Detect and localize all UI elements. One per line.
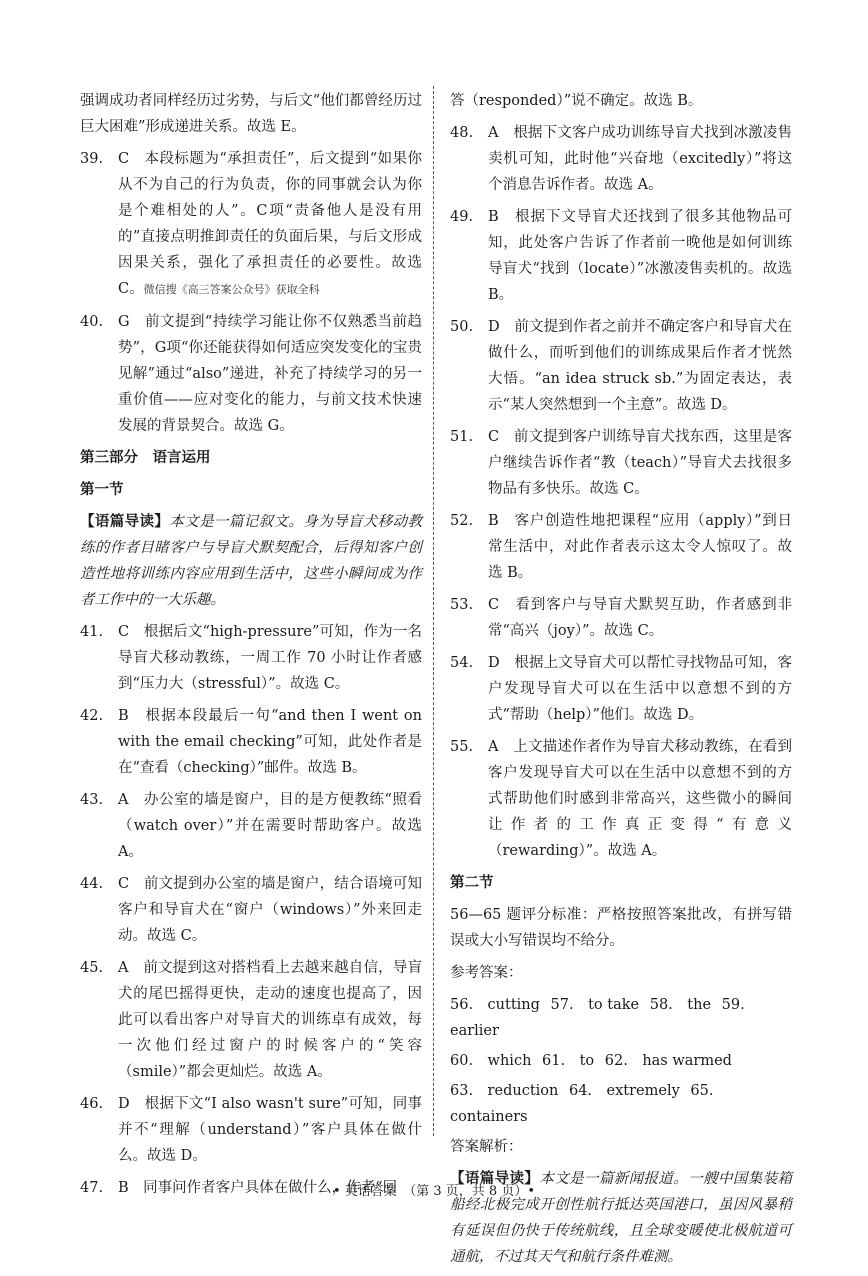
watermark-note: 微信搜《高三答案公众号》获取全科 <box>143 283 320 296</box>
answer-text: D 根据下文“I also wasn't sure”可知，同事并不“理解（understand）”客户具体在做什么。故选 D。 <box>118 1096 422 1164</box>
question-number: 42. <box>80 708 104 724</box>
answer-53 <box>450 592 792 644</box>
answer-text: D 根据上文导盲犬可以帮忙寻找物品可知，客户发现导盲犬可以在生活中以意想不到的方式“帮助（help）”他们。故选 D。 <box>488 655 792 723</box>
answer-42 <box>80 703 422 781</box>
right-column <box>450 88 792 1276</box>
left-column <box>80 88 422 1207</box>
passage-intro <box>80 509 422 613</box>
answer-text: A 根据下文客户成功训练导盲犬找到冰激凌售卖机可知，此时他“兴奋地（excitedly）”将这个消息告诉作者。故选 A。 <box>488 125 792 193</box>
answer-46 <box>80 1091 422 1169</box>
answer-key: 59. earlier <box>450 997 760 1039</box>
question-number: 48. <box>450 125 474 141</box>
reference-label: 参考答案： <box>450 965 523 981</box>
section-heading: 第一节 <box>80 482 124 498</box>
answer-51 <box>450 424 792 502</box>
answer-text: C 本段标题为“承担责任”，后文提到“如果你从不为自己的行为负责，你的同事就会认为你是个难相处的人”。C项“责备他人是没有用的”直接点明推卸责任的负面后果，与后文形成因果关系，强化了承担责任的必要性。故选 C。 <box>118 151 422 297</box>
question-number: 47. <box>80 1180 104 1196</box>
question-number: 39. <box>80 151 104 167</box>
intro-text: 本文是一篇记叙文。身为导盲犬移动教练的作者目睹客户与导盲犬默契配合，后得知客户创造性地将训练内容应用到生活中，这些小瞬间成为作者工作中的一大乐趣。 <box>80 514 423 608</box>
question-number: 51. <box>450 429 474 445</box>
answer-text: A 上文描述作者作为导盲犬移动教练，在看到客户发现导盲犬可以在生活中以意想不到的方式帮助他们时感到非常高兴，这些微小的瞬间让作者的工作真正变得“有意义（rewarding）”。故选 A。 <box>488 739 792 859</box>
answer-55 <box>450 734 792 864</box>
continued-text: 强调成功者同样经历过劣势，与后文“他们都曾经历过巨大困难”形成递进关系。故选 E。 <box>80 93 422 135</box>
answer-48 <box>450 120 792 198</box>
answer-key: 58. the <box>649 997 712 1013</box>
answer-50 <box>450 314 792 418</box>
answer-44 <box>80 871 422 949</box>
part-heading: 第三部分 语言运用 <box>80 450 211 466</box>
answer-54 <box>450 650 792 728</box>
answer-text: B 根据下文导盲犬还找到了很多其他物品可知，此处客户告诉了作者前一晚他是如何训练导盲犬“找到（locate）”冰激凌售卖机的。故选 B。 <box>488 209 792 303</box>
question-number: 43. <box>80 792 104 808</box>
question-number: 52. <box>450 513 474 529</box>
answer-text: C 前文提到办公室的墙是窗户，结合语境可知客户和导盲犬在“窗户（windows）”外来回走动。故选 C。 <box>118 876 422 944</box>
page-footer: • 英语答案 （第 3 页，共 8 页）• <box>332 1184 536 1199</box>
answer-43 <box>80 787 422 865</box>
question-number: 54. <box>450 655 474 671</box>
answer-key: 60. which <box>450 1053 532 1069</box>
question-number: 46. <box>80 1096 104 1112</box>
intro-tag: 【语篇导读】 <box>450 1171 540 1187</box>
answer-key: 63. reduction <box>450 1083 559 1099</box>
answers-row <box>450 1078 792 1130</box>
answer-text: G 前文提到“持续学习能让你不仅熟悉当前趋势”，G项“你还能获得如何适应突发变化的宝贵见解”通过“also”递进，补充了持续学习的另一重价值——应对变化的能力，与前文技术快速发展的背景契合。故选 G。 <box>118 314 422 434</box>
answer-41 <box>80 619 422 697</box>
answer-key: 57. to take <box>550 997 640 1013</box>
answer-text: C 根据后文“high-pressure”可知，作为一名导盲犬移动教练，一周工作 70 小时让作者感到“压力大（stressful）”。故选 C。 <box>118 624 422 692</box>
answer-text: B 根据本段最后一句“and then I went on with the email checking”可知，此处作者是在“查看（checking）”邮件。故选 B。 <box>118 708 422 776</box>
answer-40 <box>80 309 422 439</box>
column-divider <box>433 86 434 1136</box>
answer-49 <box>450 204 792 308</box>
question-number: 53. <box>450 597 474 613</box>
answer-52 <box>450 508 792 586</box>
answer-text: C 看到客户与导盲犬默契互助，作者感到非常“高兴（joy）”。故选 C。 <box>488 597 792 639</box>
question-number: 41. <box>80 624 104 640</box>
scoring-criteria: 56—65 题评分标准：严格按照答案批改，有拼写错误或大小写错误均不给分。 <box>450 907 792 949</box>
question-number: 49. <box>450 209 474 225</box>
answer-39 <box>80 146 422 303</box>
question-number: 40. <box>80 314 104 330</box>
question-number: 50. <box>450 319 474 335</box>
answer-text: A 前文提到这对搭档看上去越来越自信，导盲犬的尾巴摇得更快，走动的速度也提高了，因此可以看出客户对导盲犬的训练卓有成效，每一次他们经过窗户的时候客户的“笑容（smile）”都会更灿烂。故选 A。 <box>118 960 422 1080</box>
answer-key: 64. extremely <box>568 1083 680 1099</box>
answer-45 <box>80 955 422 1085</box>
answer-key: 62. has warmed <box>604 1053 732 1069</box>
answer-text: B 客户创造性地把课程“应用（apply）”到日常生活中，对此作者表示这太令人惊叹了。故选 B。 <box>488 513 792 581</box>
answers-row <box>450 992 792 1044</box>
question-number: 44. <box>80 876 104 892</box>
answer-text: C 前文提到客户训练导盲犬找东西，这里是客户继续告诉作者“教（teach）”导盲犬去找很多物品有多快乐。故选 C。 <box>488 429 792 497</box>
answer-text: B 同事问作者客户具体在做什么，作者“回 <box>118 1180 398 1196</box>
answer-key: 65. containers <box>450 1083 728 1125</box>
intro-text: 本文是一篇新闻报道。一艘中国集装箱船经北极完成开创性航行抵达英国港口，虽因风暴稍有延误但仍快于传统航线，且全球变暖使北极航道可通航，不过其天气和航行条件难测。 <box>450 1171 793 1265</box>
analysis-label: 答案解析： <box>450 1139 523 1155</box>
answers-row <box>450 1048 792 1074</box>
answer-text: A 办公室的墙是窗户，目的是方便教练“照看（watch over）”并在需要时帮助客户。故选 A。 <box>118 792 422 860</box>
answer-key: 56. cutting <box>450 997 540 1013</box>
continued-text: 答（responded）”说不确定。故选 B。 <box>450 93 703 109</box>
question-number: 45. <box>80 960 104 976</box>
section-heading: 第二节 <box>450 875 494 891</box>
question-number: 55. <box>450 739 474 755</box>
intro-tag: 【语篇导读】 <box>80 514 170 530</box>
answer-text: D 前文提到作者之前并不确定客户和导盲犬在做什么，而听到他们的训练成果后作者才恍然大悟。“an idea struck sb.”为固定表达，表示“某人突然想到一个主意”。故选 D。 <box>488 319 792 413</box>
answer-key: 61. to <box>542 1053 595 1069</box>
